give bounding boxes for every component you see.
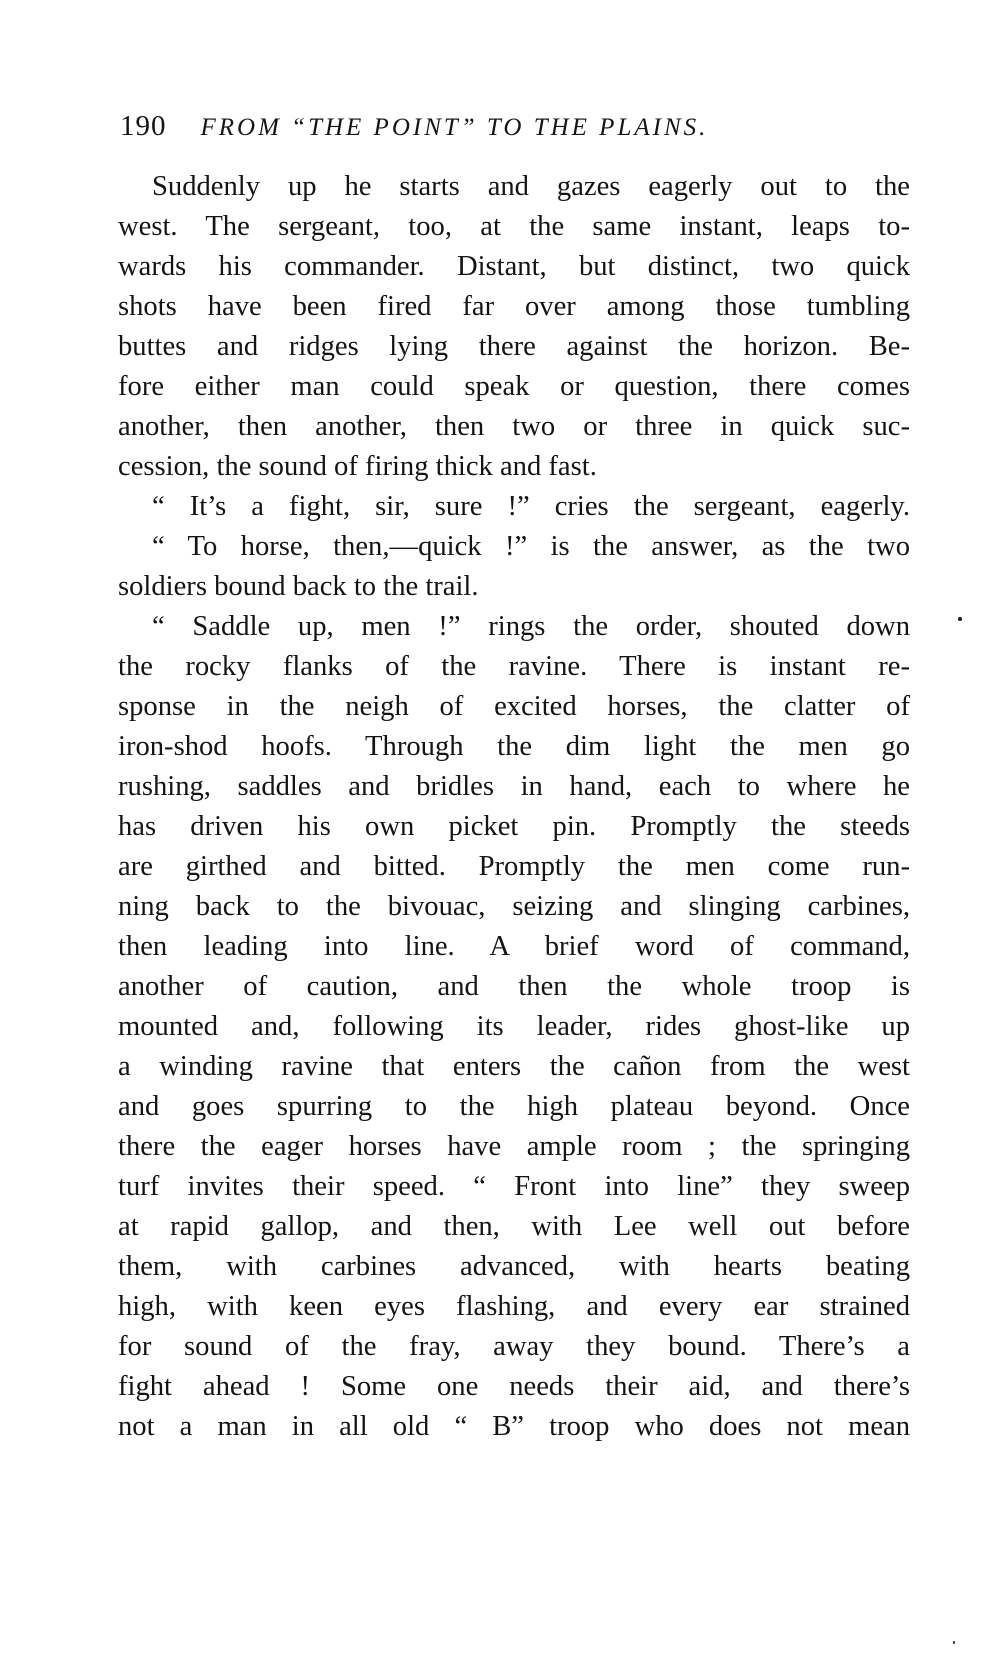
running-head: FROM “THE POINT” TO THE PLAINS. [200, 114, 709, 141]
text-line: “ To horse, then,—quick !” is the answer, as the two [152, 531, 910, 562]
text-line: not a man in all old “ B” troop who does not mean [118, 1411, 910, 1442]
text-line: high, with keen eyes flashing, and every ear strained [118, 1291, 910, 1322]
text-line: soldiers bound back to the trail. [118, 571, 479, 602]
text-line: turf invites their speed. “ Front into line” they sweep [118, 1171, 910, 1202]
text-line: “ Saddle up, men !” rings the order, shouted down [152, 611, 910, 642]
text-line: there the eager horses have ample room ; the springing [118, 1131, 910, 1162]
ink-speck [958, 617, 962, 621]
text-line: fore either man could speak or question, there comes [118, 371, 910, 402]
page-number: 190 [120, 110, 167, 142]
text-line: buttes and ridges lying there against the horizon. Be- [118, 331, 910, 362]
text-line: ning back to the bivouac, seizing and slinging carbines, [118, 891, 910, 922]
text-line: the rocky flanks of the ravine. There is instant re- [118, 651, 910, 682]
text-line: then leading into line. A brief word of command, [118, 931, 910, 962]
ink-speck [953, 1641, 955, 1644]
text-line: them, with carbines advanced, with hearts beating [118, 1251, 910, 1282]
text-line: west. The sergeant, too, at the same instant, leaps to- [118, 211, 910, 242]
text-line: are girthed and bitted. Promptly the men come run- [118, 851, 910, 882]
text-line: a winding ravine that enters the cañon from the west [118, 1051, 910, 1082]
text-line: cession, the sound of firing thick and fast. [118, 451, 597, 482]
text-line: iron-shod hoofs. Through the dim light the men go [118, 731, 910, 762]
text-line: mounted and, following its leader, rides ghost-like up [118, 1011, 910, 1042]
text-line: and goes spurring to the high plateau beyond. Once [118, 1091, 910, 1122]
text-line: has driven his own picket pin. Promptly the steeds [118, 811, 910, 842]
page-header [120, 110, 920, 154]
text-line: at rapid gallop, and then, with Lee well out before [118, 1211, 910, 1242]
text-line: fight ahead ! Some one needs their aid, and there’s [118, 1371, 910, 1402]
text-line: rushing, saddles and bridles in hand, each to where he [118, 771, 910, 802]
text-line: for sound of the fray, away they bound. There’s a [118, 1331, 910, 1362]
text-line: another of caution, and then the whole troop is [118, 971, 910, 1002]
text-line: another, then another, then two or three in quick suc- [118, 411, 910, 442]
text-line: Suddenly up he starts and gazes eagerly out to the [152, 171, 910, 202]
text-line: “ It’s a fight, sir, sure !” cries the sergeant, eagerly. [152, 491, 910, 522]
text-line: wards his commander. Distant, but distinct, two quick [118, 251, 910, 282]
text-line: shots have been fired far over among those tumbling [118, 291, 910, 322]
text-line: sponse in the neigh of excited horses, the clatter of [118, 691, 910, 722]
